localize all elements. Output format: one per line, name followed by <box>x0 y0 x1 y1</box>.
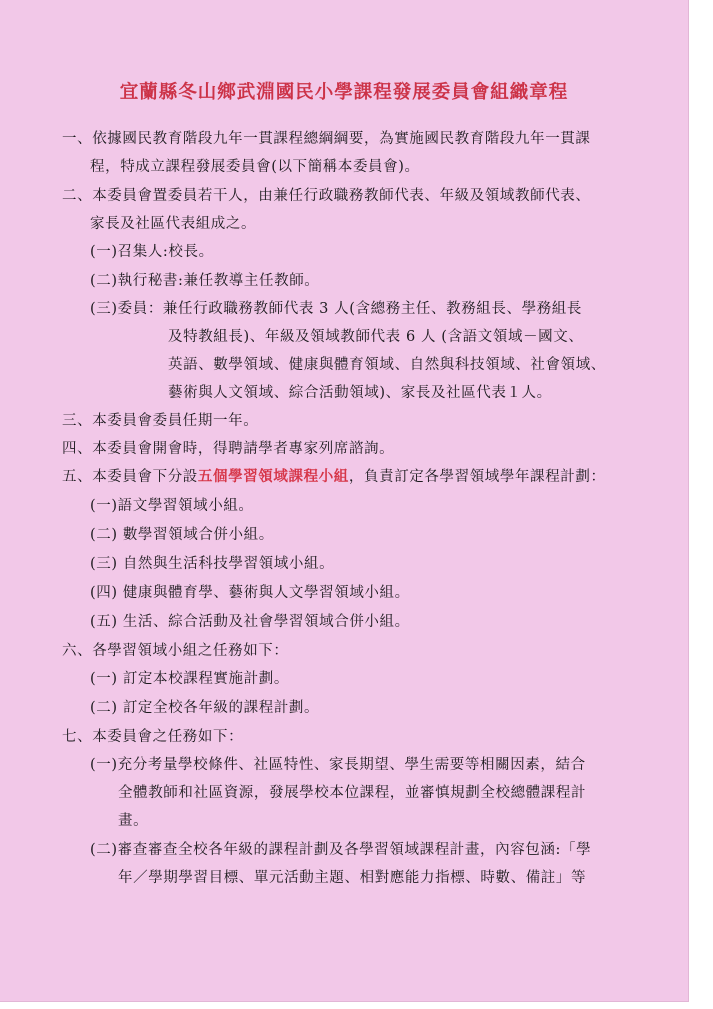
item-7: 七、本委員會之任務如下： <box>62 729 244 745</box>
item-5-prefix: 五、本委員會下分設 <box>62 469 198 485</box>
item-5-sub-1: (一)語文學習領域小組。 <box>90 498 254 514</box>
item-5-sub-5: (五) 生活、綜合活動及社會學習領域合併小組。 <box>90 614 410 630</box>
item-6-sub-1: (一) 訂定本校課程實施計劃。 <box>90 671 289 687</box>
item-6: 六、各學習領域小組之任務如下： <box>62 643 289 659</box>
item-5-suffix: ，負責訂定各學習領域學年課程計劃： <box>348 469 606 485</box>
item-5-sub-4: (四) 健康與體育學、藝術與人文學習領域小組。 <box>90 585 410 601</box>
document-title: 宜蘭縣冬山鄉武淵國民小學課程發展委員會組織章程 <box>119 82 569 103</box>
item-7-sub-2-line-1: (二)審查審查全校各年級的課程計劃及各學習領域課程計畫，內容包涵:「學 <box>90 842 592 858</box>
item-7-sub-1-line-1: (一)充分考量學校條件、社區特性、家長期望、學生需要等相關因素，結合 <box>90 757 586 773</box>
item-2-sub-2: (二)執行秘書:兼任教導主任教師。 <box>90 273 320 289</box>
item-5 <box>62 465 606 486</box>
item-2-sub-1: (一)召集人:校長。 <box>90 244 214 260</box>
item-5-highlight: 五個學習領域課程小組 <box>197 468 349 485</box>
item-5-sub-2: (二) 數學習領域合併小組。 <box>90 527 274 543</box>
item-7-sub-2-line-2: 年／學期學習目標、單元活動主題、相對應能力指標、時數、備註」等 <box>118 870 587 886</box>
item-2-line-1: 二、本委員會置委員若干人，由兼任行政職務教師代表、年級及領域教師代表、 <box>62 188 591 204</box>
item-7-sub-1-line-3: 畫。 <box>118 813 149 829</box>
item-2-sub-3-line-3: 英語、數學領域、健康與體育領域、自然與科技領域、社會領域、 <box>168 357 606 373</box>
item-3: 三、本委員會委員任期一年。 <box>62 413 259 429</box>
item-2-sub-3-line-2: 及特教組長)、年級及領域教師代表 6 人 (含語文領域－國文、 <box>168 329 584 345</box>
item-2-sub-3-line-1: (三)委員：兼任行政職務教師代表 3 人(含總務主任、教務組長、學務組長 <box>90 301 583 317</box>
item-1-line-2: 程，特成立課程發展委員會(以下簡稱本委員會)。 <box>90 159 420 175</box>
item-5-sub-3: (三) 自然與生活科技學習領域小組。 <box>90 556 335 572</box>
item-4: 四、本委員會開會時，得聘請學者專家列席諮詢。 <box>62 441 395 457</box>
item-2-line-2: 家長及社區代表組成之。 <box>90 216 257 232</box>
item-1-line-1: 一、依據國民教育階段九年一貫課程總綱綱要，為實施國民教育階段九年一貫課 <box>62 131 591 147</box>
item-6-sub-2: (二) 訂定全校各年級的課程計劃。 <box>90 700 320 716</box>
item-7-sub-1-line-2: 全體教師和社區資源，發展學校本位課程，並審慎規劃全校總體課程計 <box>118 785 587 801</box>
item-2-sub-3-line-4: 藝術與人文領域、綜合活動領域)、家長及社區代表１人。 <box>168 385 552 401</box>
